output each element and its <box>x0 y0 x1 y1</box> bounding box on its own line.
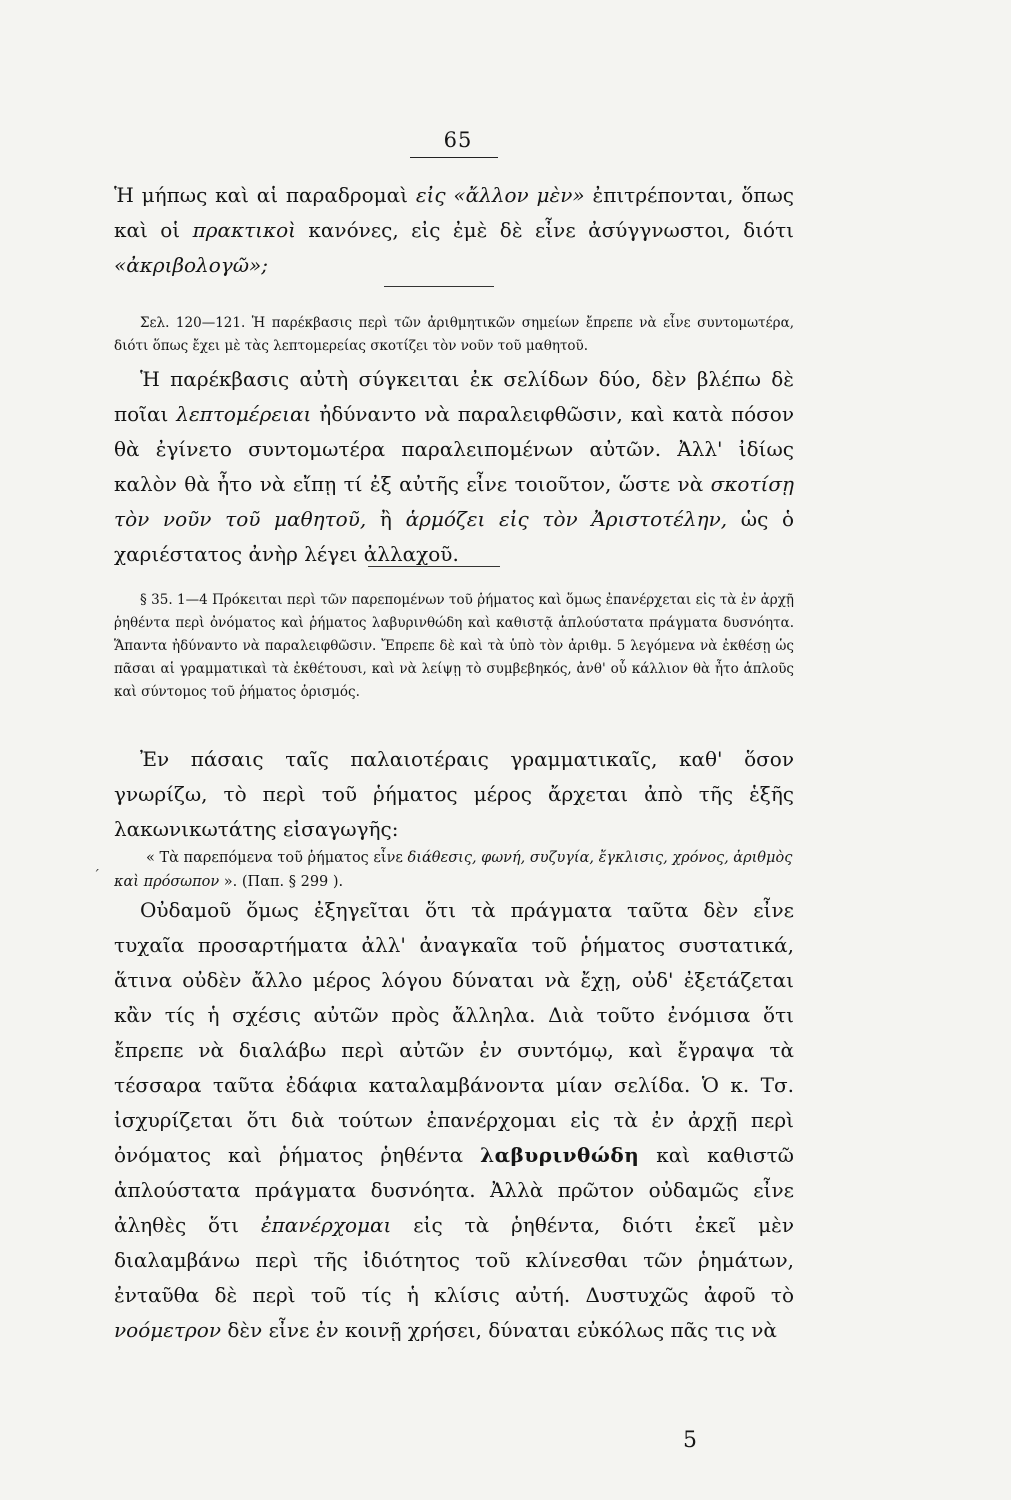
note-reference: § 35. 1—4 <box>140 592 208 608</box>
paragraph-2: Ἡ παρέκβασις αὐτὴ σύγκειται ἐκ σελίδων δύο, δὲν βλέπω δὲ ποῖαι λεπτομέρειαι ἠδύναντο νὰ παραλειφθῶσιν, καὶ κατὰ πόσον θὰ ἐγίνετο συντομωτέρα παραλειπομένων αὐτῶν. Ἀλλ' ἰδίως καλὸν θὰ ἦτο νὰ εἴπῃ τί ἐξ αὐτῆς εἶνε τοιοῦτον, ὥστε νὰ σκοτίσῃ τὸν νοῦν τοῦ μαθητοῦ, ἢ ἁρμόζει εἰς τὸν Ἀριστοτέλην, ὡς ὁ χαριέστατος ἀνὴρ λέγει ἀλλαχοῦ. <box>114 367 795 566</box>
page-number-rule <box>410 157 498 158</box>
signature-mark: 5 <box>683 1428 697 1453</box>
note-section-35: § 35. 1—4 Πρόκειται περὶ τῶν παρεπομένων τοῦ ῥήματος καὶ ὅμως ἐπανέρχεται εἰς τὰ ἐν ἀρχῇ ῥηθέντα περὶ ὀνόματος καὶ ῥήματος λαβυρινθώδη καὶ καθιστᾷ ἁπλούστατα πράγματα δυσνόητα. Ἅπαντα ἠδύναντο νὰ παραλειφθῶσιν. Ἔπρεπε δὲ καὶ τὰ ὑπὸ τὸν ἀριθμ. 5 λεγόμενα νὰ ἐκθέσῃ ὡς πᾶσαι αἱ γραμματικαὶ τὰ ἐκθέτουσι, καὶ νὰ λείψῃ τὸ συμβεβηκός, ἀνθ' οὗ κάλλιον θὰ ἦτο ἁπλοῦς καὶ σύντομος τοῦ ῥήματος ὁρισμός. <box>114 592 795 700</box>
section-separator <box>368 566 500 567</box>
note-page-120-121: Σελ. 120—121. Ἡ παρέκβασις περὶ τῶν ἀριθμητικῶν σημείων ἔπρεπε νὰ εἶνε συντομωτέρα, διότι ὅπως ἔχει μὲ τὰς λεπτομερείας σκοτίζει τὸν νοῦν τοῦ μαθητοῦ. <box>114 315 794 354</box>
paragraph-4: Οὐδαμοῦ ὅμως ἐξηγεῖται ὅτι τὰ πράγματα ταῦτα δὲν εἶνε τυχαῖα προσαρτήματα ἀλλ' ἀναγκαῖα τοῦ ῥήματος συστατικά, ἅτινα οὐδὲν ἄλλο μέρος λόγου δύναται νὰ ἔχῃ, οὐδ' ἐξετάζεται κἂν τίς ἡ σχέσις αὐτῶν πρὸς ἄλληλα. Διὰ τοῦτο ἐνόμισα ὅτι ἔπρεπε νὰ διαλάβω περὶ αὐτῶν ἐν συντόμῳ, καὶ ἔγραψα τὰ τέσσαρα ταῦτα ἐδάφια καταλαμβάνοντα μίαν σελίδα. Ὁ κ. Τσ. ἰσχυρίζεται ὅτι διὰ τούτων ἐπανέρχομαι εἰς τὰ ἐν ἀρχῇ περὶ ὀνόματος καὶ ῥήματος ῥηθέντα λαβυρινθώδη καὶ καθιστῶ ἁπλούστατα πράγματα δυσνόητα. Ἀλλὰ πρῶτον οὐδαμῶς εἶνε ἀληθὲς ὅτι ἐπανέρχομαι εἰς τὰ ῥηθέντα, διότι ἐκεῖ μὲν διαλαμβάνω περὶ τῆς ἰδιότητος τοῦ κλίνεσθαι τῶν ῥημάτων, ἐνταῦθα δὲ περὶ τοῦ τίς ἡ κλίσις αὐτή. Δυστυχῶς ἀφοῦ τὸ νοόμετρον δὲν εἶνε ἐν κοινῇ χρήσει, δύναται εὐκόλως πᾶς τις νὰ <box>114 898 794 1342</box>
paragraph-3: Ἐν πάσαις ταῖς παλαιοτέραις γραμματικαῖς, καθ' ὅσον γνωρίζω, τὸ περὶ τοῦ ῥήματος μέρος ἄρχεται ἀπὸ τῆς ἑξῆς λακωνικωτάτης εἰσαγωγῆς: <box>114 747 794 841</box>
page-number: 65 <box>443 128 473 152</box>
margin-mark: ´ <box>93 868 100 884</box>
note-reference: Σελ. 120—121. <box>140 315 246 331</box>
quotation: « Τὰ παρεπόμενα τοῦ ῥήματος εἶνε διάθεσις, φωνή, συζυγία, ἔγκλισις, χρόνος, ἀριθμὸς καὶ πρόσωπον ». (Παπ. § 299 ). <box>114 850 793 890</box>
paragraph-1: Ἡ μήπως καὶ αἱ παραδρομαὶ εἰς «ἄλλον μὲν» ἐπιτρέπονται, ὅπως καὶ οἱ πρακτικοὶ κανόνες, εἰς ἐμὲ δὲ εἶνε ἀσύγγνωστοι, διότι «ἀκριβολογῶ»; <box>114 183 795 277</box>
section-separator <box>384 286 494 287</box>
